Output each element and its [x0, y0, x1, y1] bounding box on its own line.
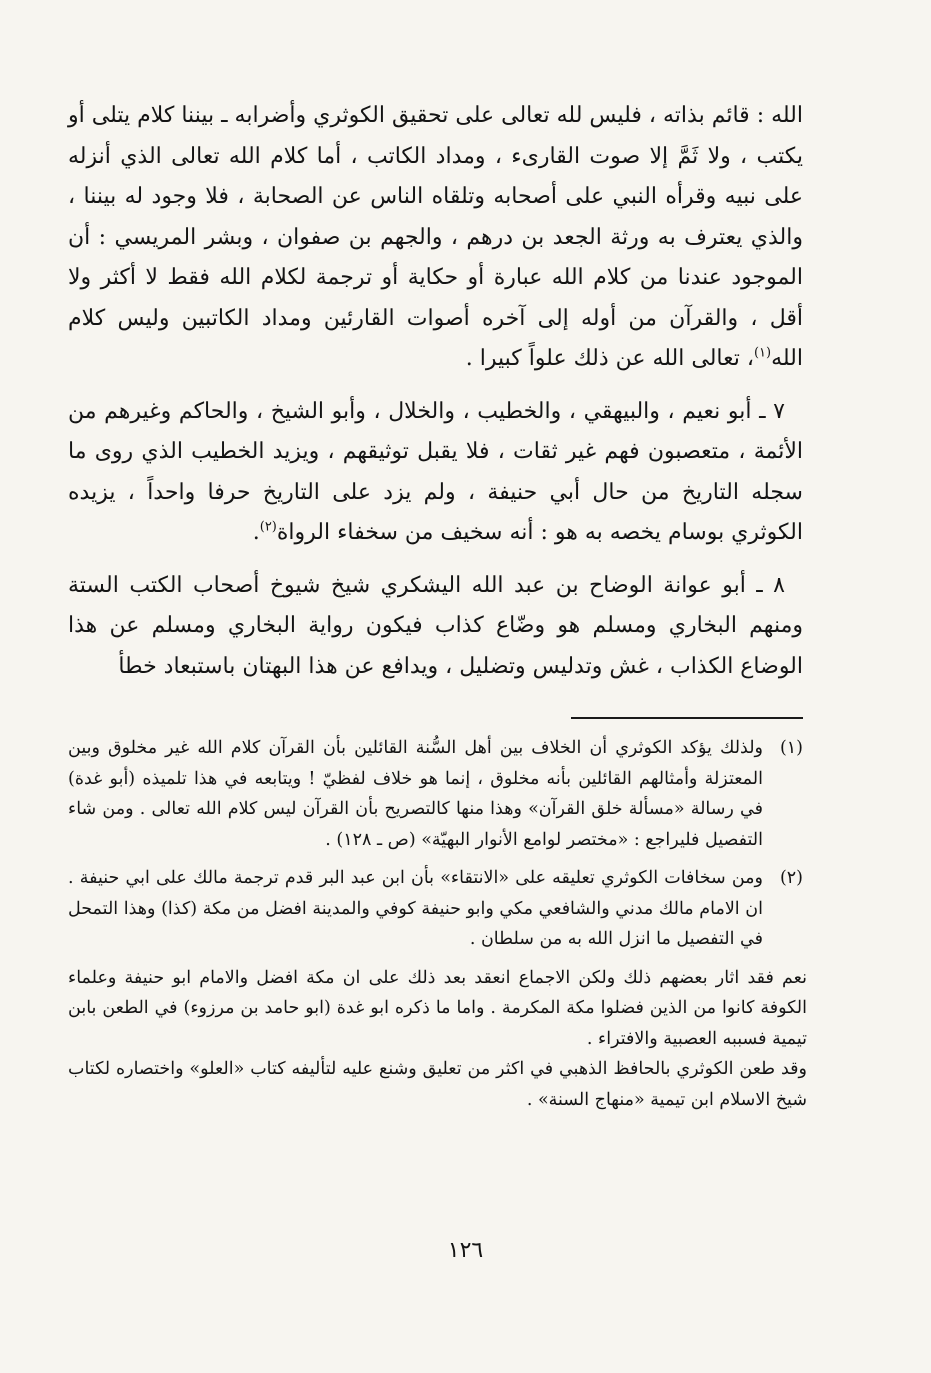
- footnote-2: [68, 863, 803, 955]
- footnote-text: ومن سخافات الكوثري تعليقه على «الانتقاء» بأن ابن عبد البر قدم ترجمة مالك على ابي حنيفة . ان الامام مالك مدني والشافعي مكي وابو حنيفة كوفي والمدينة افضل من مكة (كذا) وهذا التمحل في التفصيل ما انزل الله به من سلطان .: [68, 868, 763, 949]
- footnote-number: (٢): [779, 868, 803, 888]
- footnote-ref-2: (٢): [259, 519, 277, 535]
- footnote-divider: [571, 717, 803, 719]
- footnote-number: (١): [779, 738, 803, 758]
- footnote-2-continuation: وقد طعن الكوثري بالحافظ الذهبي في اكثر من تعليق وشنع عليه لتأليفه كتاب «العلو» واختصاره لكتاب شيخ الاسلام ابن تيمية «منهاج السنة» .: [68, 1059, 807, 1110]
- footnote-text: ولذلك يؤكد الكوثري أن الخلاف بين أهل السُّنة القائلين بأن القرآن كلام الله غير مخلوق وبين المعتزلة وأمثالهم القائلين بأنه مخلوق ، إنما هو خلاف لفظيّ ! ويتابعه في هذا تلميذه (أبو غدة) في رسالة «مسألة خلق القرآن» وهذا منها كالتصريح بأن القرآن ليس كلام الله تعالى . ومن شاء التفصيل فليراجع : «مختصر لوامع الأنوار البهيّة» (ص ـ ١٢٨) .: [68, 738, 763, 850]
- paragraph-3-text: ٨ ـ أبو عوانة الوضاح بن عبد الله اليشكري شيخ شيوخ أصحاب الكتب الستة ومنهم البخاري ومسلم هو وضّاع كذاب فيكون رواية البخاري ومسلم عن هذا الوضاع الكذاب ، غش وتدليس وتضليل ، ويدافع عن هذا البهتان باستبعاد خطأ: [68, 572, 803, 679]
- paragraph-2-tail: .: [252, 520, 260, 545]
- paragraph-1-tail: ، تعالى الله عن ذلك علواً كبيرا .: [465, 346, 754, 371]
- footnote-2-continuation: نعم فقد اثار بعضهم ذلك ولكن الاجماع انعقد بعد ذلك على ان مكة افضل والامام ابو حنيفة وعلماء الكوفة كانوا من الذين فضلوا مكة المكرمة . واما ما ذكره ابو غدة (ابو حامد بن مرزوء) في الطعن بابن تيمية فسببه العصبية والافتراء .: [68, 967, 807, 1049]
- footnote-1: [68, 733, 803, 855]
- paragraph-3: [68, 566, 803, 688]
- main-text: [68, 96, 803, 687]
- book-page: [68, 96, 807, 1115]
- footnote-ref-1: (١): [753, 345, 772, 361]
- paragraph-2: [68, 392, 803, 554]
- paragraph-1: [68, 96, 803, 380]
- footnotes: [68, 733, 807, 1115]
- paragraph-2-text: ٧ ـ أبو نعيم ، والبيهقي ، والخطيب ، والخلال ، وأبو الشيخ ، والحاكم وغيرهم من الأئمة ، متعصبون فهم غير ثقات ، فلا يقبل توثيقهم ، ويزيد الخطيب الذي روى ما سجله التاريخ من حال أبي حنيفة ، ولم يزد على التاريخ حرفا واحداً ، يزيده الكوثري بوسام يخصه به هو : أنه سخيف من سخفاء الرواة: [68, 398, 803, 545]
- page-number: ١٢٦: [447, 1238, 484, 1263]
- paragraph-1-text: الله : قائم بذاته ، فليس لله تعالى على تحقيق الكوثري وأضرابه ـ بيننا كلام يتلى أو يكتب ، ولا ثَمَّ إلا صوت القارىء ، ومداد الكاتب ، أما كلام الله تعالى الذي أنزله على نبيه وقرأه النبي على أصحابه وتلقاه الناس عن الصحابة ، فلا وجود له بيننا ، والذي يعترف به ورثة الجعد بن درهم ، والجهم بن صفوان ، وبشر المريسي : أن الموجود عندنا من كلام الله عبارة أو حكاية أو ترجمة لكلام الله فقط لا أكثر ولا أقل ، والقرآن من أوله إلى آخره أصوات القارئين ومداد الكاتبين وليس كلام الله: [68, 103, 803, 371]
